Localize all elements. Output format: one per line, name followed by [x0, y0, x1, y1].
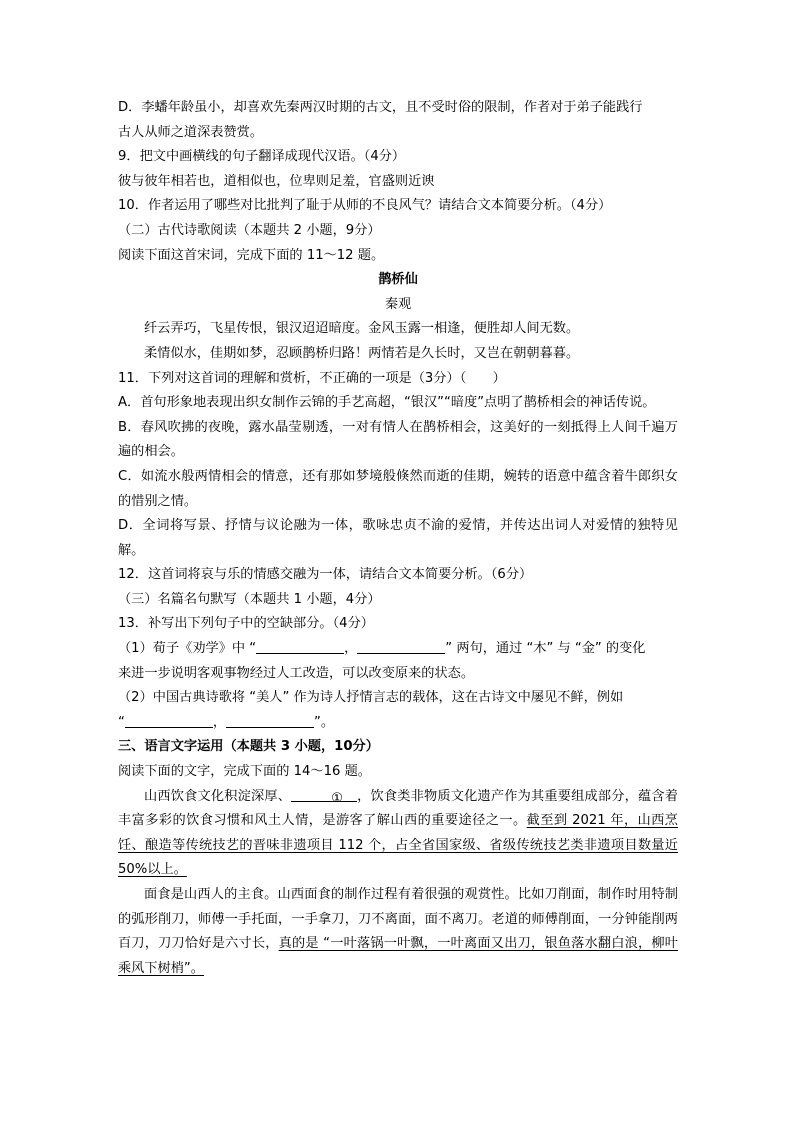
question-9: 9．把文中画横线的句子翻译成现代汉语。（4分） [118, 149, 406, 165]
p2-text-a: 面食是山西人的主食。山西面食的制作过程有着很强的观赏性。比如刀削面，制作时用特制的弧形削刀，师傅一手托面，一手拿刀，刀不离面，面不离刀。老道的师傅削面，一分钟能削两百刀，刀刀恰好是六寸长， [118, 887, 678, 952]
q13-2-open-quote: “ [118, 714, 125, 730]
q8-option-d-line2: 古人从师之道深表赞赏。 [118, 124, 264, 140]
p1-blank-mark: ① [331, 790, 343, 806]
p1-underlined-sentence: 截至到 2021 年，山西烹饪、酿造等传统技艺的晋味非遗项目 112 个，占全省国家级、省级传统技艺类非遗项目数量近 50%以上。 [118, 813, 678, 878]
q13-2-blank-2[interactable] [226, 713, 314, 728]
question-13-1-line1 [118, 637, 678, 662]
question-13-1-line2: 来进一步说明客观事物经过人工改造，可以改变原来的状态。 [118, 665, 475, 681]
question-10: 10．作者运用了哪些对比批判了耻于从师的不良风气？请结合文本简要分析。（4分） [118, 198, 612, 214]
q13-2-blank-1[interactable] [125, 713, 213, 728]
poem-line-2: 柔情似水，佳期如梦，忍顾鹊桥归路！两情若是久长时，又岂在朝朝暮暮。 [144, 345, 580, 361]
question-9-sentence: 彼与彼年相若也，道相似也，位卑则足羞，官盛则近谀 [118, 173, 435, 189]
page-content [118, 96, 678, 981]
reading-paragraph-1 [118, 785, 678, 883]
question-11-option-d: D．全词将写景、抒情与议论融为一体，歌咏忠贞不渝的爱情，并传达出词人对爱情的独特见解。 [118, 518, 678, 558]
p1-text-a: 山西饮食文化积淀深厚、 [144, 788, 292, 804]
p1-blank-1[interactable] [291, 787, 357, 806]
q13-1-blank-2[interactable] [357, 639, 445, 654]
section-2-header: （二）古代诗歌阅读（本题共 2 小题，9分） [118, 222, 381, 238]
question-13-2-line2 [118, 711, 678, 736]
p1-text-b: ，饮食类非物质文化遗产作为其重要组成部分，蕴含着丰富多彩的饮食习惯和风土人情，是游客了解山西的重要途径之一。 [118, 788, 678, 829]
question-13-2-line1: （2）中国古典诗歌将 “美人” 作为诗人抒情言志的载体，这在古诗文中屡见不鲜，例如 [118, 690, 624, 706]
question-11-option-b: B．春风吹拂的夜晚，露水晶莹剔透，一对有情人在鹊桥相会，这美好的一刻抵得上人间千遍万遍的相会。 [118, 419, 678, 460]
question-11-option-a: A．首句形象地表现出织女制作云锦的手艺高超，“银汉”“暗度”点明了鹊桥相会的神话传说。 [118, 395, 656, 411]
part-3-header: 三、语言文字运用（本题共 3 小题，10分） [118, 739, 379, 755]
p2-underlined-sentence: 真的是 “一叶落锅一叶飘，一叶离面又出刀，银鱼落水翻白浪，柳叶乘风下树梢”。 [118, 936, 678, 976]
question-11: 11．下列对这首词的理解和赏析，不正确的一项是（3分）（ ） [118, 370, 506, 386]
poem-title: 鹊桥仙 [378, 272, 418, 288]
poem-author: 秦观 [384, 296, 412, 312]
poem-line-1: 纤云弄巧，飞星传恨，银汉迢迢暗度。金风玉露一相逢，便胜却人间无数。 [144, 321, 580, 337]
q13-1-blank-1[interactable] [256, 639, 344, 654]
reading-paragraph-2 [118, 883, 678, 981]
q8-option-d-line1: D．李蟠年龄虽小，却喜欢先秦两汉时期的古文，且不受时俗的限制，作者对于弟子能践行 [118, 100, 643, 115]
q13-1-separator: ， [344, 641, 358, 657]
q13-2-close-quote: ”。 [314, 714, 335, 730]
section-3-header: （三）名篇名句默写（本题共 1 小题，4分） [118, 591, 381, 607]
question-11-option-c: C．如流水般两情相会的情意，还有那如梦境般倏然而逝的佳期，婉转的语意中蕴含着牛郎织女的惜别之情。 [118, 468, 678, 509]
q13-1-prefix: （1）荀子《劝学》中 “ [118, 641, 257, 657]
question-12: 12．这首词将哀与乐的情感交融为一体，请结合文本简要分析。（6分） [118, 567, 533, 583]
question-13: 13．补写出下列句子中的空缺部分。（4分） [118, 616, 374, 632]
poem-intro: 阅读下面这首宋词，完成下面的 11～12 题。 [118, 247, 385, 263]
q13-2-separator: ， [212, 714, 227, 730]
q13-1-suffix: ” 两句，通过 “木” 与 “金” 的变化 [445, 641, 646, 657]
part-3-intro: 阅读下面的文字，完成下面的 14～16 题。 [118, 764, 371, 780]
